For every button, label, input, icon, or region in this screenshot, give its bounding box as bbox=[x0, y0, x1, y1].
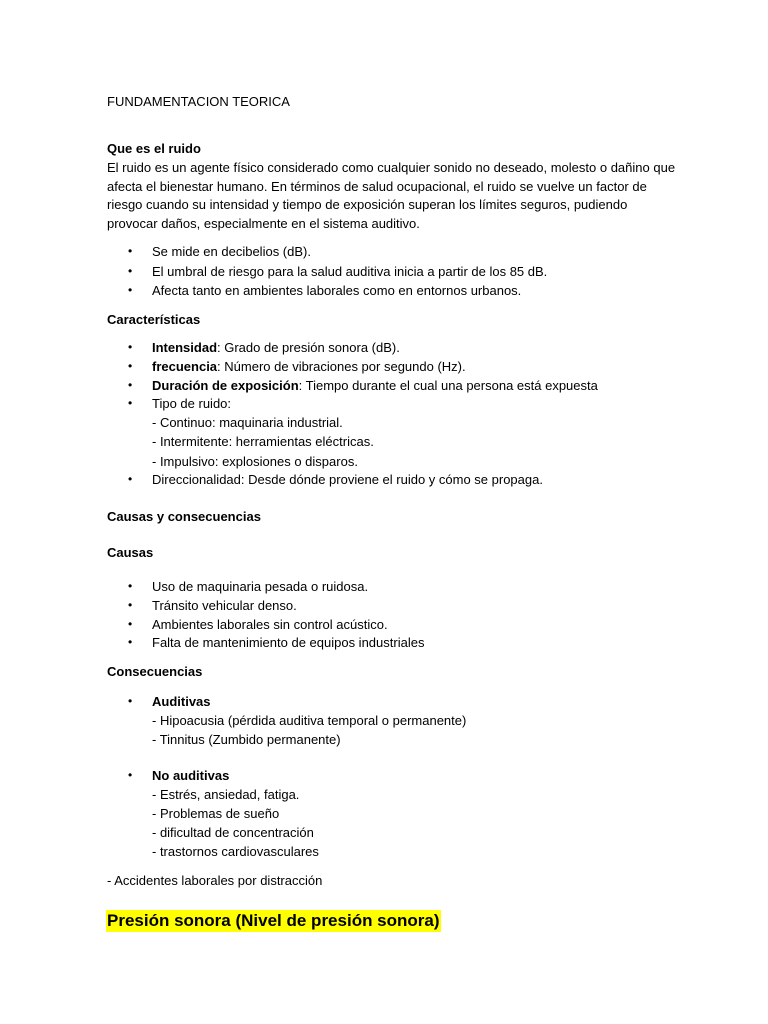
list-item bbox=[152, 376, 598, 395]
sub-item: - dificultad de concentración bbox=[152, 825, 314, 840]
bullet-icon: • bbox=[128, 340, 133, 354]
list-item bbox=[152, 338, 400, 357]
sub-item: - trastornos cardiovasculares bbox=[152, 844, 319, 859]
bullet-icon: • bbox=[128, 472, 133, 486]
list-item-no-auditivas: No auditivas bbox=[152, 768, 230, 783]
list-item: Direccionalidad: Desde dónde proviene el ruido y cómo se propaga. bbox=[152, 472, 543, 487]
definition-text: : Número de vibraciones por segundo (Hz). bbox=[217, 359, 466, 374]
list-item: Ambientes laborales sin control acústico. bbox=[152, 617, 388, 632]
bullet-icon: • bbox=[128, 244, 133, 258]
bullet-icon: • bbox=[128, 396, 133, 410]
heading-que-es-el-ruido: Que es el ruido bbox=[107, 141, 201, 156]
sub-item: - Continuo: maquinaria industrial. bbox=[152, 415, 343, 430]
bullet-icon: • bbox=[128, 283, 133, 297]
list-item: El umbral de riesgo para la salud auditiva inicia a partir de los 85 dB. bbox=[152, 264, 548, 279]
list-item: Falta de mantenimiento de equipos industriales bbox=[152, 635, 425, 650]
heading-caracteristicas: Características bbox=[107, 312, 201, 327]
heading-causas-consecuencias: Causas y consecuencias bbox=[107, 509, 261, 524]
bullet-icon: • bbox=[128, 635, 133, 649]
list-item: Se mide en decibelios (dB). bbox=[152, 244, 311, 259]
heading-presion-sonora: Presión sonora (Nivel de presión sonora) bbox=[107, 911, 440, 930]
bullet-icon: • bbox=[128, 579, 133, 593]
sub-item: - Tinnitus (Zumbido permanente) bbox=[152, 732, 341, 747]
sub-item: - Estrés, ansiedad, fatiga. bbox=[152, 787, 300, 802]
term-intensidad: Intensidad bbox=[152, 340, 218, 355]
list-item: Uso de maquinaria pesada o ruidosa. bbox=[152, 579, 369, 594]
sub-item: - Problemas de sueño bbox=[152, 806, 280, 821]
bullet-icon: • bbox=[128, 359, 133, 373]
sub-item: - Intermitente: herramientas eléctricas. bbox=[152, 434, 374, 449]
list-item: Tipo de ruido: bbox=[152, 396, 232, 411]
list-item: Afecta tanto en ambientes laborales como en entornos urbanos. bbox=[152, 283, 522, 298]
heading-consecuencias: Consecuencias bbox=[107, 664, 203, 679]
sub-item: - Hipoacusia (pérdida auditiva temporal o permanente) bbox=[152, 713, 467, 728]
list-item: Tránsito vehicular denso. bbox=[152, 598, 297, 613]
definition-text: : Tiempo durante el cual una persona está expuesta bbox=[298, 378, 598, 393]
paragraph-line: - Accidentes laborales por distracción bbox=[107, 873, 323, 888]
document-title: FUNDAMENTACION TEORICA bbox=[107, 94, 290, 109]
definition-text: : Grado de presión sonora (dB). bbox=[217, 340, 400, 355]
paragraph-line: riesgo cuando su intensidad y tiempo de exposición superan los límites seguros, pudiendo bbox=[107, 197, 628, 212]
term-duracion: Duración de exposición bbox=[152, 378, 299, 393]
bullet-icon: • bbox=[128, 598, 133, 612]
paragraph-line: El ruido es un agente físico considerado como cualquier sonido no deseado, molesto o dañino que bbox=[107, 160, 676, 175]
paragraph-line: afecta el bienestar humano. En términos de salud ocupacional, el ruido se vuelve un factor de bbox=[107, 179, 647, 194]
list-item bbox=[152, 357, 466, 376]
heading-causas: Causas bbox=[107, 545, 154, 560]
bullet-icon: • bbox=[128, 264, 133, 278]
bullet-icon: • bbox=[128, 617, 133, 631]
term-frecuencia: frecuencia bbox=[152, 359, 218, 374]
bullet-icon: • bbox=[128, 694, 133, 708]
bullet-icon: • bbox=[128, 378, 133, 392]
sub-item: - Impulsivo: explosiones o disparos. bbox=[152, 454, 358, 469]
paragraph-line: provocar daños, especialmente en el sistema auditivo. bbox=[107, 216, 420, 231]
bullet-icon: • bbox=[128, 768, 133, 782]
list-item-auditivas: Auditivas bbox=[152, 694, 211, 709]
